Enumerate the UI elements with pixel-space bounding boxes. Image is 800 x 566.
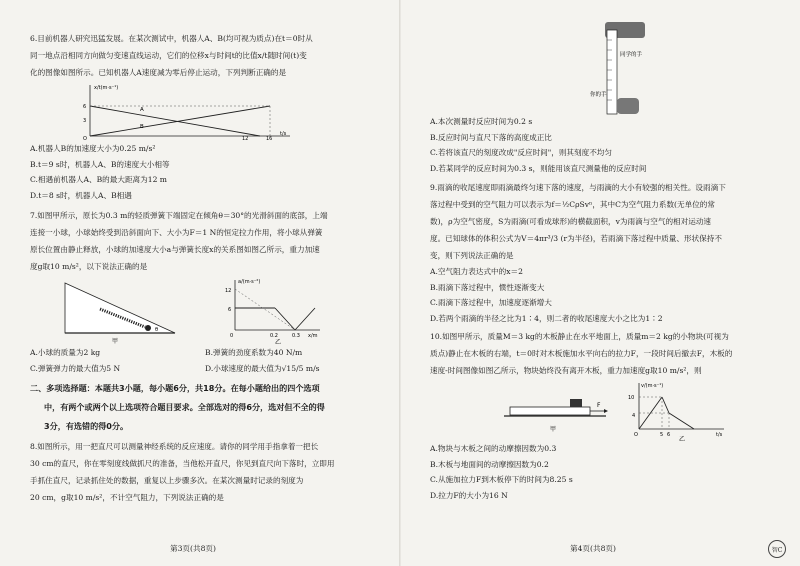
q8-hand-top-label: 同学的手 (620, 52, 643, 58)
q6-label-b: B (140, 124, 144, 130)
q7-figures (60, 275, 392, 345)
q7-accel-graph (220, 275, 330, 345)
q6-line2: 同一地点沿相同方向做匀变速直线运动，它们的位移x与时间t的比值x/t随时间(t)变 (30, 51, 307, 60)
q7-option-c: C.弹簧弹力的最大值为5 N (30, 363, 121, 373)
q6-xtick-16: 16 (266, 136, 273, 141)
q10-option-d: D.拉力F的大小为16 N (430, 490, 508, 500)
q10-line3: 速度-时间图像如图乙所示，物块始终没有离开木板，重力加速度g取10 m/s²，则 (430, 366, 702, 375)
q6-option-d: D.t＝8 s时，机器人A、B相遇 (30, 190, 132, 200)
q6-xtick-12: 12 (242, 136, 249, 141)
q7-line1: 7.如图甲所示，原长为0.3 m的轻质弹簧下端固定在倾角θ＝30°的光滑斜面的底部，上端 (30, 211, 328, 220)
q6-ylabel: x/t(m·s⁻¹) (94, 85, 119, 91)
q6-ytick-6: 6 (83, 104, 87, 110)
q7-ytick-12: 12 (225, 288, 232, 294)
q7-incline-figure (60, 275, 180, 345)
q10-option-b: B.木板与地面间的动摩擦因数为0.2 (430, 459, 549, 469)
q10-board-figure (500, 379, 610, 435)
q10-xlabel: t/s (716, 432, 723, 438)
q6-line1: 6.目前机器人研究迅猛发展。在某次测试中，机器人A、B(均可视为质点)在t＝0时从 (30, 34, 313, 43)
q6-graph (70, 81, 430, 141)
q9-option-d: D.若两个雨滴的半径之比为1∶4，则二者的收尾速度大小之比为1∶2 (430, 313, 663, 323)
q7-ylabel: a/(m·s⁻²) (238, 279, 261, 285)
q8-hand-bottom-label: 你的手 (590, 92, 607, 98)
q10-figures (500, 379, 786, 441)
q10-force-label: F (597, 402, 601, 409)
q7-fig-jia: 甲 (112, 338, 119, 345)
question-10 (430, 328, 786, 503)
q9-line3: 数)，ρ为空气密度，S为雨滴(可看成球形)的横截面积，v为雨滴与空气的相对运动速 (430, 217, 712, 226)
q8-option-a: A.本次测量时反应时间为0.2 s (430, 117, 533, 126)
q6-option-a: A.机器人B的加速度大小为0.25 m/s² (30, 144, 156, 153)
q6-origin: O (83, 136, 87, 141)
q8-line4: 20 cm，g取10 m/s²，不计空气阻力，下列说法正确的是 (30, 493, 224, 502)
q10-line1: 10.如图甲所示，质量M＝3 kg的木板静止在水平地面上，质量m＝2 kg的小物块(可视为 (430, 332, 729, 341)
section-2-heading (30, 379, 392, 436)
q8-option-b: B.反应时间与直尺下落的高度成正比 (430, 132, 552, 142)
q8-ruler-figure (430, 8, 790, 118)
q7-xlabel: x/m (308, 333, 318, 339)
q6-xlabel: t/s (280, 131, 287, 137)
q7-option-d: D.小球速度的最大值为√15/5 m/s (205, 363, 320, 373)
q9-option-a: A.空气阻力表达式中的x＝2 (430, 267, 523, 276)
q6-line3: 化的图像如图所示。已知机器人A速度减为零后停止运动，下列判断正确的是 (30, 68, 287, 77)
question-8-options (430, 114, 786, 176)
q7-line3: 原长位置由静止释放，小球的加速度大小a与弹簧长度x的关系图如图乙所示，重力加速 (30, 245, 320, 254)
q10-ylabel: v/(m·s⁻¹) (641, 383, 664, 389)
section2-line1: 二、多项选择题：本题共3小题，每小题6分，共18分。在每小题给出的四个选项 (30, 383, 320, 393)
question-6 (30, 30, 392, 203)
question-9 (430, 179, 786, 326)
q7-ytick-6: 6 (228, 307, 232, 313)
q9-line4: 度。已知球体的体积公式为V＝4πr³/3 (r为半径)，若雨滴下落过程中质量、形状保持不 (430, 234, 722, 243)
q7-option-a: A.小球的质量为2 kg (30, 348, 101, 357)
q7-options-row1 (30, 345, 392, 361)
q10-xtick-6: 6 (667, 432, 671, 438)
q10-fig-jia: 甲 (550, 426, 557, 433)
q6-option-b: B.t＝9 s时，机器人A、B的速度大小相等 (30, 159, 170, 169)
footer-page-4: 第4页(共8页) (570, 544, 616, 553)
q7-origin: 0 (230, 333, 234, 339)
q9-line2: 落过程中受到的空气阻力可以表示为f＝½CρSvⁿ，其中C为空气阻力系数(无单位的常 (430, 200, 715, 209)
q10-ytick-4: 4 (632, 413, 636, 419)
page-4 (400, 0, 800, 566)
q10-fig-yi: 乙 (679, 436, 686, 441)
q6-option-c: C.相遇前机器人A、B的最大距离为12 m (30, 175, 168, 184)
q10-origin: O (634, 432, 638, 438)
q7-line2: 连接一小球，小球始终受到沿斜面向下、大小为F＝1 N的恒定拉力作用，将小球从弹簧 (30, 228, 323, 237)
q7-line4: 度g取10 m/s²，以下说法正确的是 (30, 262, 148, 271)
brand-logo: 智C (768, 540, 786, 558)
q8-option-d: D.若某同学的反应时间为0.3 s，则能用该直尺测量他的反应时间 (430, 163, 647, 173)
q6-label-a: A (140, 107, 144, 113)
q6-ytick-3: 3 (83, 118, 87, 124)
q7-option-b: B.弹簧的劲度系数为40 N/m (205, 348, 303, 357)
question-7 (30, 207, 392, 376)
section2-line3: 3分，有选错的得0分。 (44, 421, 129, 431)
q10-velocity-graph (624, 379, 734, 441)
q10-line2: 质点)静止在木板的右端，t＝0时对木板施加水平向右的拉力F，一段时间后撤去F，木板的 (430, 349, 733, 358)
footer-page-3: 第3页(共8页) (170, 544, 216, 553)
q10-xtick-5: 5 (660, 432, 664, 438)
q7-fig-yi: 乙 (275, 339, 282, 345)
q9-line1: 9.雨滴的收尾速度即雨滴最终匀速下落的速度，与雨滴的大小有较强的相关性。设雨滴下 (430, 183, 726, 192)
section2-line2: 中，有两个或两个以上选项符合题目要求。全部选对的得6分，选对但不全的得 (44, 402, 325, 412)
question-8 (30, 438, 392, 506)
q8-line2: 30 cm的直尺，你在零刻度线做抓尺的准备，当他松开直尺，你见到直尺向下落时，立即用 (30, 459, 335, 468)
q10-option-a: A.物块与木板之间的动摩擦因数为0.3 (430, 444, 557, 453)
q9-line5: 变，则下列说法正确的是 (430, 251, 514, 260)
q7-theta: θ (155, 327, 159, 333)
q8-line1: 8.如图所示，用一把直尺可以测量神经系统的反应速度。请你的同学用手指拿着一把长 (30, 442, 319, 451)
q9-option-b: B.雨滴下落过程中，惯性逐渐变大 (430, 282, 545, 292)
q7-options-row2 (30, 361, 392, 377)
q8-line3: 手抓住直尺，记录抓住处的数据，重复以上步骤多次。在某次测量时记录的刻度为 (30, 476, 304, 485)
q9-option-c: C.雨滴下落过程中，加速度逐渐增大 (430, 298, 552, 307)
q10-option-c: C.从施加拉力F到木板停下的时间为8.25 s (430, 475, 573, 484)
q8-option-c: C.若将该直尺的刻度改成"反应时间"，则其刻度不均匀 (430, 148, 612, 157)
q10-ytick-10: 10 (628, 395, 635, 401)
q7-xtick-02: 0.2 (270, 333, 278, 339)
q7-xtick-03: 0.3 (292, 333, 300, 339)
